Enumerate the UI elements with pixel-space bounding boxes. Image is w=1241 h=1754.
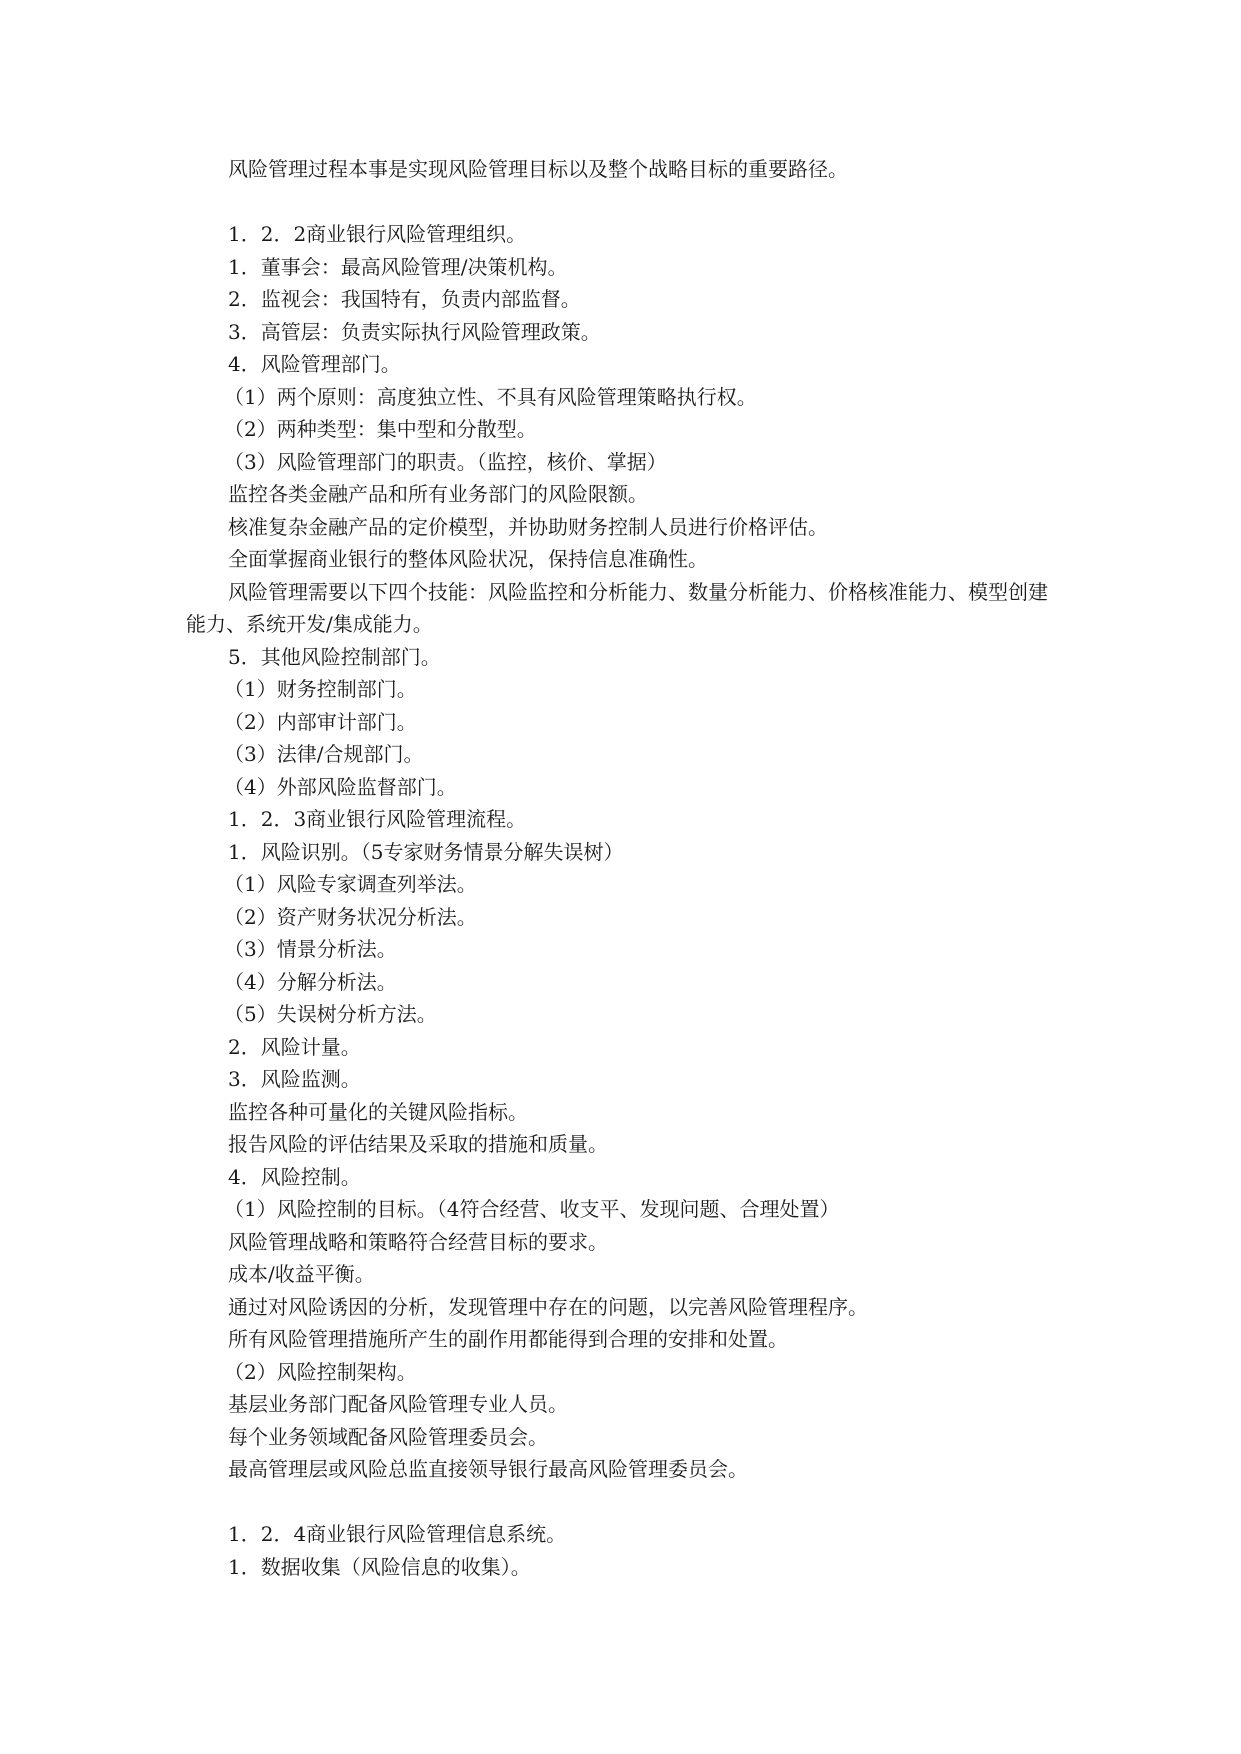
text-line: 风险管理过程本事是实现风险管理目标以及整个战略目标的重要路径。 (228, 157, 848, 181)
section-heading: 1．2．2商业银行风险管理组织。 (228, 222, 527, 246)
sub-list-item: （3）情景分析法。 (224, 937, 397, 961)
sub-list-item: （2）风险控制架构。 (224, 1359, 417, 1384)
list-item: 3．风险监测。 (228, 1067, 361, 1091)
list-item: 3．高管层：负责实际执行风险管理政策。 (228, 319, 601, 344)
list-item: 4．风险控制。 (228, 1164, 361, 1189)
sub-list-item: （5）失误树分析方法。 (224, 1002, 437, 1026)
text-line: 通过对风险诱因的分析，发现管理中存在的问题，以完善风险管理程序。 (228, 1294, 868, 1319)
text-line: 全面掌握商业银行的整体风险状况，保持信息准确性。 (228, 547, 708, 571)
text-line: 监控各种可量化的关键风险指标。 (228, 1099, 528, 1124)
list-item: 4．风险管理部门。 (228, 352, 401, 376)
text-line: 监控各类金融产品和所有业务部门的风险限额。 (228, 482, 648, 506)
sub-list-item: （3）法律/合规部门。 (224, 742, 424, 766)
sub-list-item: （1）两个原则：高度独立性、不具有风险管理策略执行权。 (224, 384, 757, 409)
list-item: 1．风险识别。（5专家财务情景分解失误树） (228, 839, 624, 864)
list-item: 1．董事会：最高风险管理/决策机构。 (228, 254, 568, 279)
blank-line (186, 186, 1066, 219)
text-line: 每个业务领域配备风险管理委员会。 (228, 1424, 548, 1449)
sub-list-item: （3）风险管理部门的职责。（监控，核价、掌据） (224, 449, 667, 474)
sub-list-item: （1）财务控制部门。 (224, 677, 417, 701)
list-item: 5．其他风险控制部门。 (228, 644, 441, 669)
text-line: 风险管理战略和策略符合经营目标的要求。 (228, 1229, 608, 1254)
list-item: 2．风险计量。 (228, 1034, 361, 1059)
section-heading: 1．2．4商业银行风险管理信息系统。 (228, 1522, 567, 1546)
text-line: 所有风险管理措施所产生的副作用都能得到合理的安排和处置。 (228, 1327, 788, 1351)
text-line: 报告风险的评估结果及采取的措施和质量。 (228, 1132, 608, 1156)
blank-line (186, 1486, 1066, 1519)
section-heading: 1．2．3商业银行风险管理流程。 (228, 807, 527, 831)
sub-list-item: （2）资产财务状况分析法。 (224, 904, 477, 929)
sub-list-item: （2）两种类型：集中型和分散型。 (224, 417, 537, 441)
document-body (186, 153, 1066, 1583)
text-line: 最高管理层或风险总监直接领导银行最高风险管理委员会。 (228, 1457, 748, 1481)
sub-list-item: （2）内部审计部门。 (224, 709, 417, 734)
text-line: 核准复杂金融产品的定价模型，并协助财务控制人员进行价格评估。 (228, 514, 828, 539)
sub-list-item: （1）风险专家调查列举法。 (224, 872, 477, 896)
text-line: 成本/收益平衡。 (228, 1262, 375, 1286)
sub-list-item: （1）风险控制的目标。（4符合经营、收支平、发现问题、合理处置） (224, 1197, 840, 1221)
sub-list-item: （4）分解分析法。 (224, 969, 397, 994)
list-item: 1．数据收集（风险信息的收集）。 (228, 1554, 531, 1579)
text-paragraph: 风险管理需要以下四个技能：风险监控和分析能力、数量分析能力、价格核准能力、模型创建能力、系统开发/集成能力。 (186, 579, 1048, 636)
sub-list-item: （4）外部风险监督部门。 (224, 774, 457, 799)
list-item: 2．监视会：我国特有，负责内部监督。 (228, 287, 581, 311)
text-line: 基层业务部门配备风险管理专业人员。 (228, 1392, 568, 1416)
